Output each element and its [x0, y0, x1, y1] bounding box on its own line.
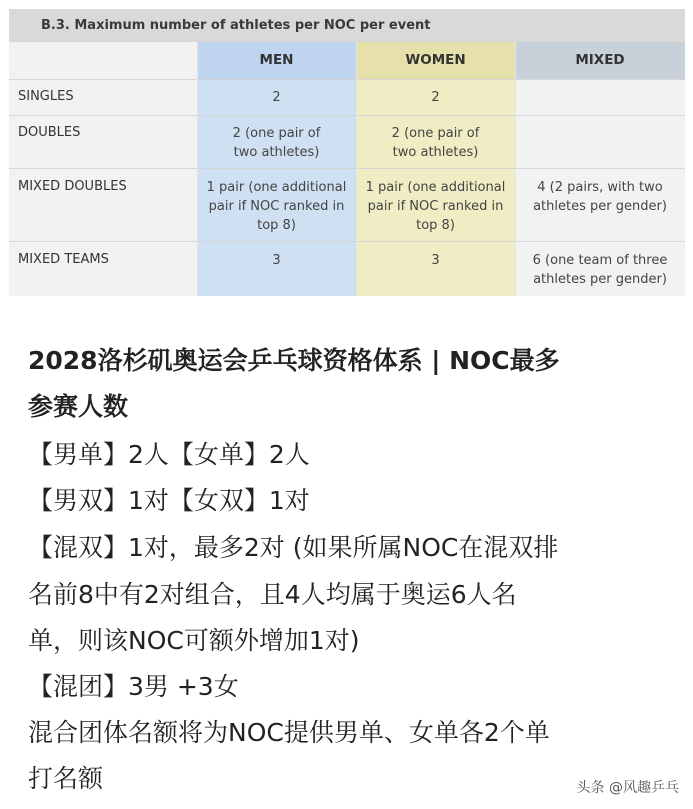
cell-singles-men: 2 — [272, 90, 281, 105]
cell-mixed-teams-women: 3 — [431, 253, 440, 268]
cell-mixed-teams-men: 3 — [272, 253, 281, 268]
header-men-label: MEN — [259, 52, 294, 68]
row-divider — [9, 168, 685, 169]
mixed-doubles-line-1: 【混双】1对，最多2对 (如果所属NOC在混双排 — [28, 533, 559, 562]
row-label-mixed-doubles: MIXED DOUBLES — [18, 179, 127, 194]
singles-line: 【男单】2人【女单】2人 — [28, 440, 310, 469]
header-mixed — [515, 42, 685, 79]
watermark: 头条 @风趣乒乓 — [576, 780, 679, 796]
row-label-singles: SINGLES — [18, 89, 74, 104]
header-women-label: WOMEN — [405, 52, 466, 68]
table-title: B.3. Maximum number of athletes per NOC per event — [41, 18, 431, 33]
mixed-teams-note-line-2: 打名额 — [28, 764, 104, 793]
mixed-teams-line: 【混团】3男 +3女 — [28, 672, 239, 701]
row-label-doubles: DOUBLES — [18, 125, 81, 140]
cell-singles-women: 2 — [431, 90, 440, 105]
mixed-doubles-line-2: 名前8中有2对组合，且4人均属于奥运6人名 — [28, 580, 517, 609]
cell-mixed-doubles-men: 1 pair (one additional pair if NOC ranked in top 8) — [206, 180, 347, 233]
table-title-bar — [9, 9, 685, 42]
row-label-mixed-teams: MIXED TEAMS — [18, 252, 109, 267]
cell-doubles-women: 2 (one pair of two athletes) — [391, 126, 480, 160]
row-divider — [9, 79, 685, 80]
cell-mixed-teams-mixed: 6 (one team of three athletes per gender) — [532, 253, 668, 287]
header-mixed-label: MIXED — [575, 52, 625, 68]
cell-mixed-doubles-women: 1 pair (one additional pair if NOC ranked in top 8) — [365, 180, 506, 233]
headline-line-1: 2028洛杉矶奥运会乒乓球资格体系 | NOC最多 — [28, 346, 560, 375]
row-divider — [9, 115, 685, 116]
cell-mixed-doubles-mixed: 4 (2 pairs, with two athletes per gender) — [533, 180, 667, 214]
mixed-teams-note-line-1: 混合团体名额将为NOC提供男单、女单各2个单 — [28, 718, 550, 747]
row-divider — [9, 241, 685, 242]
headline-line-2: 参赛人数 — [28, 392, 129, 421]
doubles-line: 【男双】1对【女双】1对 — [28, 486, 310, 515]
cell-doubles-men: 2 (one pair of two athletes) — [232, 126, 321, 160]
mixed-doubles-line-3: 单，则该NOC可额外增加1对) — [28, 626, 360, 655]
header-women — [356, 42, 515, 79]
header-men — [197, 42, 356, 79]
